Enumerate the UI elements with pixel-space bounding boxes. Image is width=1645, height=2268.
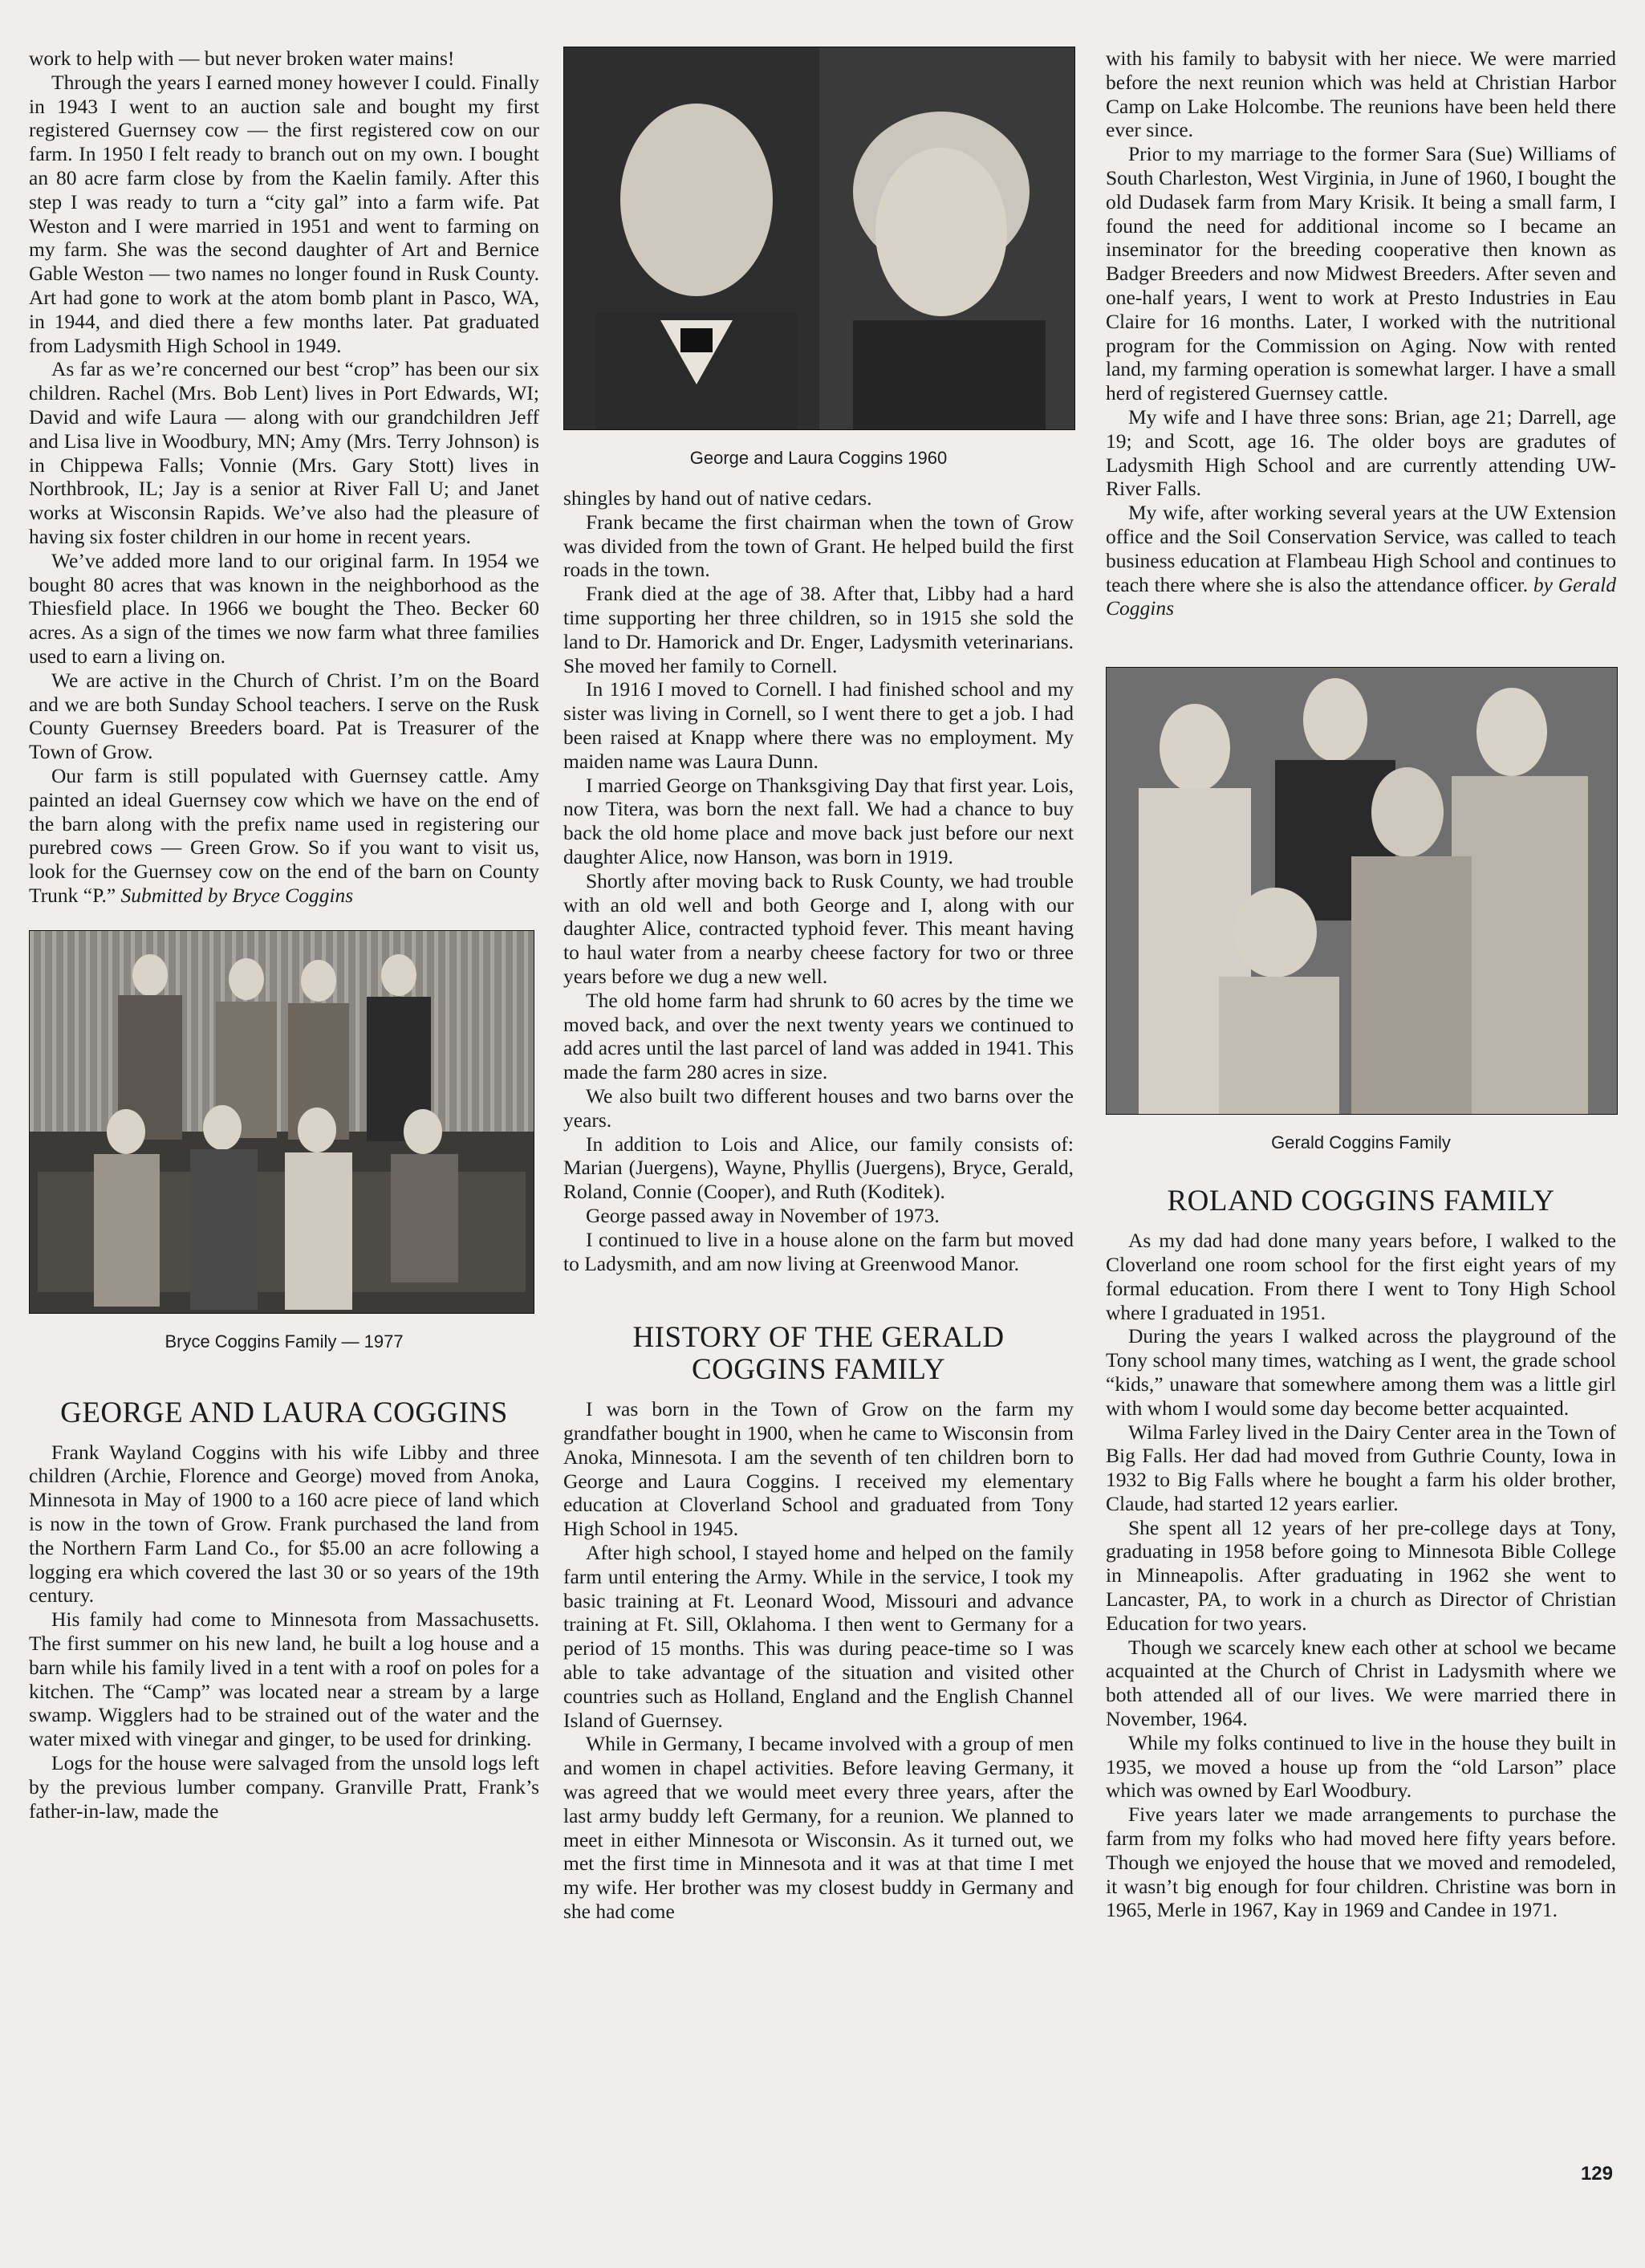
- paragraph: As far as we’re concerned our best “crop” has been our six children. Rachel (Mrs. Bob Lent) lives in Port Edwards, WI; David and wife Laura — along with our grandchildren Jeff and Lisa live in Woodbury, MN; Amy (Mrs. Terry Johnson) is in Chippewa Falls; Vonnie (Mrs. Gary Stott) lives in Northbrook, IL; Jay is a senior at River Fall U; and Janet works at Wisconsin Rapids. We’ve also had the pleasure of having six foster children in our home in recent years.: [29, 357, 539, 548]
- photo-caption: Gerald Coggins Family: [1271, 1132, 1451, 1153]
- paragraph: Five years later we made arrangements to purchase the farm from my folks who had moved here fifty years before. Though we enjoyed the house that we moved and remodeled, it wasn’t big enough for four children. Christine was born in 1965, Merle in 1967, Kay in 1969 and Candee in 1971.: [1106, 1803, 1616, 1922]
- paragraph: [29, 764, 539, 908]
- paragraph: Frank Wayland Coggins with his wife Libby and three children (Archie, Florence and George) moved from Anoka, Minnesota in May of 1900 to a 160 acre piece of land which is now in the town of Grow. Frank purchased the land from the Northern Farm Land Co., for $5.00 an acre following a logging era which covered the last 30 or so years of the 19th century.: [29, 1440, 539, 1608]
- paragraph: work to help with — but never broken water mains!: [29, 47, 455, 70]
- paragraph: We’ve added more land to our original farm. In 1954 we bought 80 acres that was known in the neighborhood as the Thiesfield place. In 1966 we bought the Theo. Becker 60 acres. As a sign of the times we now farm what three families used to earn a living on.: [29, 548, 539, 668]
- bryce-family-figure: [29, 930, 539, 1352]
- paragraph: Though we scarcely knew each other at school we became acquainted at the Church of Christ in Ladysmith where we both attended all of our lives. We were married there in November, 1964.: [1106, 1635, 1616, 1731]
- george-laura-photo: [563, 47, 1075, 430]
- section-heading: ROLAND COGGINS FAMILY: [1167, 1185, 1555, 1218]
- george-laura-figure: [563, 47, 1074, 469]
- george-laura-continued: [563, 486, 1074, 1275]
- byline: by Gerald Coggins: [1106, 572, 1616, 620]
- paragraph: While in Germany, I became involved with a group of men and women in chapel activities. Before leaving Germany, it was agreed that we would meet every three years, after the last army buddy left Germany, for a reunion. We planned to meet in either Minnesota or Wisconsin. As it turned out, we met the first time in Minnesota and it was at that time I met my wife. Her brother was my closest buddy in Germany and she had come: [563, 1732, 1074, 1924]
- paragraph: Through the years I earned money however I could. Finally in 1943 I went to an auction sale and bought my first registered Guernsey cow — the first registered cow on our farm. In 1950 I felt ready to branch out on my own. I bought an 80 acre farm close by from the Kaelin family. After this step I was ready to turn a “city gal” into a farm wife. Pat Weston and I were married in 1951 and went to farming on my farm. She was the second daughter of Art and Bernice Gable Weston — two names no longer found in Rusk County. Art had gone to work at the atom bomb plant in Pasco, WA, in 1944, and died there a few months later. Pat graduated from Ladysmith High School in 1949.: [29, 70, 539, 357]
- paragraph: [1106, 501, 1616, 620]
- byline: Submitted by Bryce Coggins: [120, 883, 354, 907]
- section-heading: HISTORY OF THE GERALD COGGINS FAMILY: [632, 1321, 1005, 1387]
- gerald-family-photo: [1106, 667, 1618, 1115]
- paragraph: shingles by hand out of native cedars.: [563, 486, 872, 510]
- paragraph: While my folks continued to live in the house they built in 1935, we moved a house up from the “old Larson” place which was owned by Earl Woodbury.: [1106, 1730, 1616, 1803]
- paragraph: I continued to live in a house alone on the farm but moved to Ladysmith, and am now living at Greenwood Manor.: [563, 1227, 1074, 1275]
- paragraph: My wife and I have three sons: Brian, age 21; Darrell, age 19; and Scott, age 16. The older boys are gradutes of Ladysmith High School and are currently attending UW-River Falls.: [1106, 404, 1616, 501]
- bryce-family-photo: [29, 930, 534, 1314]
- column-3: [1106, 47, 1616, 1922]
- family-photo-illustration: [30, 931, 534, 1313]
- photo-caption: George and Laura Coggins 1960: [689, 448, 948, 468]
- column-1: [29, 47, 539, 1823]
- paragraph: She spent all 12 years of her pre-college days at Tony, graduating in 1958 before going to Minnesota Bible College in Minneapolis. After graduating in 1962 she went to Lancaster, PA, to work in a church as Director of Christian Education for two years.: [1106, 1515, 1616, 1635]
- paragraph: Logs for the house were salvaged from the unsold logs left by the previous lumber company. Granville Pratt, Frank’s father-in-law, made the: [29, 1751, 539, 1823]
- paragraph: Frank became the first chairman when the town of Grow was divided from the town of Grant. He helped build the first roads in the town.: [563, 510, 1074, 582]
- page-number: 129: [1580, 2163, 1613, 2185]
- gerald-family-figure: [1106, 667, 1616, 1153]
- paragraph: George passed away in November of 1973.: [586, 1203, 940, 1227]
- paragraph: I married George on Thanksgiving Day that first year. Lois, now Titera, was born the next fall. We had a chance to buy back the old home place and move back just before our next daughter Alice, now Hanson, was born in 1919.: [563, 773, 1074, 868]
- paragraph: The old home farm had shrunk to 60 acres by the time we moved back, and over the next twenty years we continued to add acres until the last parcel of land was added in 1941. This made the farm 280 acres in size.: [563, 988, 1074, 1084]
- photo-caption: Bryce Coggins Family — 1977: [164, 1331, 404, 1351]
- paragraph: I was born in the Town of Grow on the farm my grandfather bought in 1900, when he came to Wisconsin from Anoka, Minnesota. I am the seventh of ten children born to George and Laura Coggins. I received my elementary education at Cloverland School and graduated from Tony High School in 1945.: [563, 1397, 1074, 1541]
- paragraph: His family had come to Minnesota from Massachusetts. The first summer on his new land, he built a log house and a barn while his family lived in a tent with a roof on poles for a kitchen. The “Camp” was located near a stream by a large swamp. Wigglers had to be strained out of the water and the water mixed with vinegar and ginger, to be used for drinking.: [29, 1608, 539, 1751]
- paragraph: Shortly after moving back to Rusk County, we had trouble with an old well and both George and I, along with our daughter Alice, contracted typhoid fever. This meant having to haul water from a nearby cheese factory for two or three years before we dug a new well.: [563, 868, 1074, 988]
- portrait-illustration: [564, 47, 1074, 429]
- section-heading: GEORGE AND LAURA COGGINS: [60, 1396, 508, 1429]
- paragraph-text: Our farm is still populated with Guernsey cattle. Amy painted an ideal Guernsey cow which we have on the end of the barn along with the prefix name used in registering our purebred cows — Green Grow. So if you want to visit us, look for the Guernsey cow on the end of the barn on County Trunk “P.”: [29, 763, 539, 907]
- paragraph: In addition to Lois and Alice, our family consists of: Marian (Juergens), Wayne, Phyllis (Juergens), Bryce, Gerald, Roland, Connie (Cooper), and Ruth (Koditek).: [563, 1132, 1074, 1204]
- family-photo-illustration: [1107, 668, 1617, 1114]
- paragraph: Wilma Farley lived in the Dairy Center area in the Town of Big Falls. Her dad had moved from Guthrie County, Iowa in 1932 to Big Falls where he bought a farm his older brother, Claude, had started 12 years earlier.: [1106, 1420, 1616, 1515]
- paragraph-text: My wife, after working several years at the UW Extension office and the Soil Conservation Service, was called to teach business education at Flambeau High School and continues to teach there where she is also the attendance officer.: [1106, 501, 1616, 596]
- paragraph: During the years I walked across the playground of the Tony school many times, watching as I went, the grade school “kids,” unaware that somewhere among them was a little girl with whom I would some day become better acquainted.: [1106, 1324, 1616, 1420]
- paragraph: Frank died at the age of 38. After that, Libby had a hard time supporting her three children, so in 1915 she sold the land to Dr. Hamorick and Dr. Enger, Ladysmith veterinarians. She moved her family to Cornell.: [563, 582, 1074, 677]
- paragraph: After high school, I stayed home and helped on the family farm until entering the Army. While in the service, I took my basic training at Ft. Leonard Wood, Missouri and advance training at Ft. Sill, Oklahoma. I then went to Germany for a period of 15 months. This was during peace-time so I was able to take advantage of the situation and visited other countries such as Holland, England and the English Channel Island of Guernsey.: [563, 1541, 1074, 1732]
- paragraph: We are active in the Church of Christ. I’m on the Board and we are both Sunday School teachers. I serve on the Rusk County Guernsey Breeders board. Pat is Treasurer of the Town of Grow.: [29, 668, 539, 764]
- paragraph: We also built two different houses and two barns over the years.: [563, 1083, 1074, 1132]
- column-2: [563, 47, 1074, 1924]
- paragraph: As my dad had done many years before, I walked to the Cloverland one room school for the first eight years of my formal education. From there I went to Tony High School where I graduated in 1951.: [1106, 1229, 1616, 1324]
- paragraph: with his family to babysit with her niece. We were married before the next reunion which was held at Christian Harbor Camp on Lake Holcombe. The reunions have been held there ever since.: [1106, 47, 1616, 142]
- paragraph: In 1916 I moved to Cornell. I had finished school and my sister was living in Cornell, so I went there to get a job. I had been raised at Knapp where there was no employment. My maiden name was Laura Dunn.: [563, 677, 1074, 773]
- paragraph: Prior to my marriage to the former Sara (Sue) Williams of South Charleston, West Virginia, in June of 1960, I bought the old Dudasek farm from Mary Krisik. It being a small farm, I found the need for additional income so I became an inseminator for the breeding cooperative then known as Badger Breeders and now Midwest Breeders. After seven and one-half years, I went to work at Presto Industries in Eau Claire for 16 months. Later, I worked with the nutritional program for the Commission on Aging. Now with rented land, my farming operation is somewhat larger. I have a small herd of registered Guernsey cattle.: [1106, 142, 1616, 405]
